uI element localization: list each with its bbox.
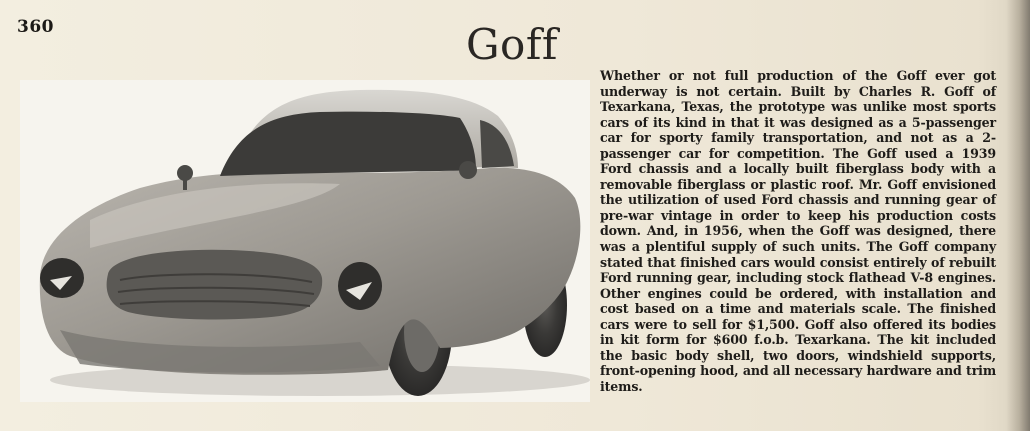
page-title: Goff	[466, 20, 558, 69]
page-gutter	[1006, 0, 1030, 431]
car-photo	[20, 80, 590, 402]
car-illustration	[20, 80, 590, 402]
article-text: Whether or not full production of the Goff ever got underway is not certain. Built by Charles R. Goff of Texarkana, Texas, the prototype was unlike most sports cars of its kind in that it was designed as a 5-passenger car for sporty family transportation, and not as a 2-passenger car for competition. The Goff used a 1939 Ford chassis and a locally built fiberglass body with a removable fiberglass or plastic roof. Mr. Goff envisioned the utilization of used Ford chassis and running gear of pre-war vintage in order to keep his production costs down. And, in 1956, when the Goff was designed, there was a plentiful supply of such units. The Goff company stated that finished cars would consist entirely of rebuilt Ford running gear, including stock flathead V-8 engines. Other engines could be ordered, with installation and cost based on a time and materials scale. The finished cars were to sell for $1,500. Goff also offered its bodies in kit form for $600 f.o.b. Texarkana. The kit included the basic body shell, two doors, windshield supports, front-opening hood, and all necessary hardware and trim items.	[600, 68, 996, 394]
page-number: 360	[17, 17, 54, 37]
